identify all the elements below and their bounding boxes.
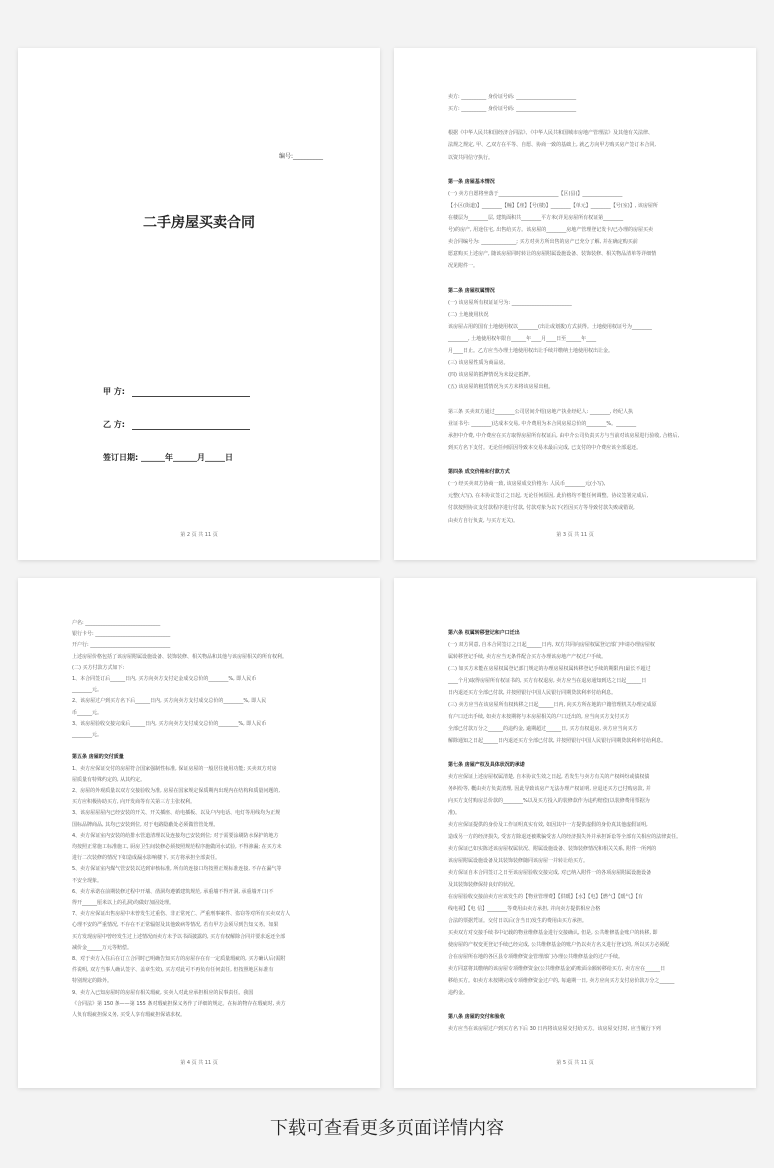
text-line: 号)的房产, 用途住宅, 出售给买方。该房屋的________房地产管理登记发卡/已办理的房屋买卖 (448, 227, 653, 234)
text-line: 6、卖方承诺在前期装修过程中开墙、凿洞均遵循建筑规范, 承重墙不得开洞, 承重墙开口(不 (72, 888, 274, 895)
text-line: 移给买方。如卖方未按期完成专项维修资金过户的, 每逾期一日, 卖方应向买方支付房价款万分之______ (448, 978, 675, 984)
text-line: 合法的票据凭证。交付日以后(含当日)发生的费用由买方承担。 (448, 918, 587, 924)
text-line: 及其装饰装修保持良好的状况。 (448, 882, 519, 888)
party-a-field (103, 386, 250, 397)
text-line: (一) 经买卖双方协商一致, 该房屋成交价格为: 人民币________元(小写), (448, 481, 606, 488)
section-heading: 第六条 权属转移登记和户口迁出 (448, 630, 520, 636)
text-line: (二) 买方付款方式如下: (72, 664, 125, 671)
text-line: 付款按照协议支付款程序进行付款, 付款对象为以下(若因买方等导致付款失败或错误, (448, 505, 635, 512)
text-line: (五) 该房屋的租赁情况为买方未将该房屋出租。 (448, 384, 554, 391)
section-heading: 第八条 房屋的交付和验收 (448, 1014, 505, 1020)
text-line: 卖方同意将其缴纳的该房屋专项维修资金(公共维修基金)的账面余额转移给买方, 卖方应在______日 (448, 966, 666, 972)
text-line: 户名: ______________________________ (72, 620, 161, 626)
text-line: (一) 该房屋所有权证证号为: ________________________ (448, 299, 572, 306)
text-line: 法规之规定, 甲、乙双方在平等、自愿、协商一致的基础上, 就乙方向甲方购买房产签订本合同, (448, 142, 656, 149)
text-line: 向买方支付购房总价款的________%以及买方投入的装修款作为违约赔偿(以装修费用票据为 (448, 798, 650, 804)
text-line: 7、卖方应保证出售房屋中未曾发生过重伤、非正常死亡、严重刑事案件、盗窃等对所有买卖双方人 (72, 911, 291, 918)
text-line: 卖合同编号为: ______________; 买方对卖方所出售的房产已充分了解, 并在确定购买前 (448, 239, 638, 246)
text-line: 特别规定的除外。 (72, 978, 113, 985)
text-line: 8、对于卖方入住后在订立合同时已明确告知买方的房屋存在有一定质量瑕疵的, 买方确认后(需附 (72, 956, 286, 962)
contract-cover-page (18, 48, 380, 560)
text-line: 买卖双方对交接手续书中记载的物业维修基金进行交接确认, 但是, 公共维修基金账户的转移, 即 (448, 930, 658, 936)
text-line: (三) 卖方应当在该房屋所有权转移之日起______日内, 向买方所在地的户籍管理机关办理完成原 (448, 702, 657, 708)
section-heading: 第四条 成交价格和付款方式 (448, 469, 510, 476)
party-b-label: 乙 方: (103, 420, 125, 429)
text-line: 均按照正常施工标准施工, 厨房卫生间装修必须按照规范程序施做闭水试验, 不得渗漏; 在买方未 (72, 844, 282, 850)
text-line: 卖方保证自本合同签订之日至该房屋验收交接完成, 对已纳入附件一的各项房屋附属设施设备 (448, 870, 652, 876)
text-line: 线电视】【电 信】________等费用由卖方承担, 并向卖方提供相应合格 (448, 906, 601, 912)
party-b-field (103, 419, 250, 430)
text-line: (一) 卖方自愿将坐落于________________________【区(县)】________________ (448, 190, 623, 197)
sign-date-field: 签订日期: ______年______月_____日 (103, 453, 233, 462)
text-line: 上述房屋价格包括了该房屋附属设施设备、装饰装修、相关物品和其他与该房屋相关的所有权利。 (72, 653, 288, 660)
page-footer: 第 2 页 共 11 页 (180, 532, 218, 538)
text-line: 由卖方自行负责, 与买方无关)。 (448, 517, 519, 524)
party-a-blank (132, 388, 250, 397)
text-line: 卖方保证已如实陈述该房屋权属状况、附属设施设备、装饰装修情况和相关关系, 附件一所列的 (448, 846, 657, 852)
text-line: (一) 双方同意, 自本合同签订之日起______日内, 双方共同向房屋权属登记部门申请办理房屋权 (448, 642, 655, 648)
text-line: 卖方应当在该房屋过户到买方名下后 30 日内将该房屋交付给买方。该房屋交付时, 应当履行下列 (448, 1026, 661, 1032)
text-line: 买方发现房屋中曾经发生过上述情况而卖方未予以书面披露的, 买方有权解除合同并要求返还全部 (72, 933, 286, 940)
text-line: ____个月)取得房屋所有权证书的, 买方有权退房, 卖方应当在退房通知到达之日起______日 (448, 678, 647, 684)
text-line: 到买方名下支付。无论任何原因导致本交易未最后完成, 已支付的中介费应该全部退还。 (448, 444, 642, 451)
contract-page-5 (394, 578, 756, 1088)
text-line: 不安全现象。 (72, 877, 103, 884)
text-line: 准)。 (448, 810, 460, 816)
party-a-label: 甲 方: (103, 387, 125, 396)
text-line: 减价金______万元等赔偿。 (72, 944, 133, 951)
text-line: (四) 该房屋的抵押情况为未设定抵押。 (448, 372, 534, 379)
text-line: 该房屋占用的国有土地使用权以________(出让或划拨)方式获得。土地使用权证号为________ (448, 323, 652, 330)
text-line: 全部已付款万分之______的违约金, 逾期超过______日, 买方有权退房, 卖方应当向买方 (448, 726, 638, 732)
text-line: 国标品牌商品, 其均已安装到位, 对于电路隐蔽处必须做管管处理。 (72, 821, 219, 828)
text-line: 买方应积极协助买方, 向开发商等有关第三方主张权利。 (72, 799, 196, 806)
text-line: 解除通知之日起______日内退还买方全部已付款, 并按照银行中国人民银行同期贷款利率付给利息。 (448, 738, 667, 744)
text-line: 该房屋附属设施设备及其装饰装修随同该房屋一并转让给买方。 (448, 858, 589, 864)
text-line: 使房屋的产权变更登记手续已经完成, 公共维修基金的账户仍以卖方名义进行登记的, 所以买方必须配 (448, 942, 670, 948)
text-line: 开户行: ________________________________ (72, 642, 171, 649)
text-line: 买方: __________ 身份证号码: ________________________ (448, 106, 577, 113)
text-line: 卖方: __________ 身份证号码: ________________________ (448, 94, 577, 100)
text-line: 业证书号: ________)达成本交易, 中介费用为本合同房屋总价的________%。________ (448, 420, 637, 427)
text-line: 有户口迁出手续, 如卖方未按期将与本房屋相关的户口迁出的, 应当向买方支付买方 (448, 714, 630, 720)
text-line: 进行二次装修的情况下如造成漏水影响楼下, 买方将承担全部责任。 (72, 855, 221, 862)
page-footer: 第 3 页 共 11 页 (556, 532, 594, 538)
text-line: 得开______厘米以上的孔洞)均做好加固处理。 (72, 900, 174, 906)
text-line: 【小区(街道)】________【幢】【座】【号(楼)】________【单元】________【号(室)】, 该房屋所 (448, 202, 658, 209)
text-line: (二) 如买方未能在房屋权属登记部门规定的办理房屋权属转移登记手续的期限内(最长不超过 (448, 666, 651, 672)
text-line: 务纠纷等, 概由卖方负责清理, 因此导致该房产无法办理产权证明, 应退还买方已付购房款, 并 (448, 786, 651, 792)
text-line: 在房屋验收交接前卖方应该发生的【物业管理费】【供暖】【水】【电】【燃气】【暖气】【有 (448, 894, 644, 900)
text-line: 2、房屋的外观质量以双方交接验收为准, 房屋在国家规定保质期内出现内在结构和质量问题的, (72, 788, 280, 794)
text-line: 以资共同信守执行。 (448, 154, 494, 161)
contract-title: 二手房屋买卖合同 (143, 215, 255, 231)
contract-number-label: 编号:__________ (278, 153, 323, 160)
text-line: ________元。 (72, 732, 103, 738)
contract-page-4 (18, 578, 380, 1088)
text-line: (二) 土地使用状况 (448, 311, 489, 318)
text-line: 违约金。 (448, 990, 469, 996)
contract-page-3 (394, 48, 756, 560)
section-heading: 第七条 房屋产权及具体状况的承诺 (448, 762, 525, 768)
text-line: 3、该房屋验收交接完成后______日内, 买方向卖方支付成交总价的________%, 即人民币 (72, 720, 267, 727)
party-b-blank (132, 421, 250, 430)
text-line: 人负有瑕疵担保义务, 买受人享有瑕疵担保请求权。 (72, 1012, 186, 1018)
text-line: 卖方应保证上述房屋权属清楚, 自本协议生效之日起, 若发生与卖方有关的产权纠纷或债权债 (448, 774, 650, 780)
section-heading: 第二条 房屋权属情况 (448, 287, 495, 294)
page-footer: 第 4 页 共 11 页 (180, 1060, 218, 1066)
text-line: 属转移登记手续, 卖方应当无条件配合买方办理该房地产产权过户手续。 (448, 654, 607, 660)
text-line: 币______元。 (72, 709, 103, 716)
text-line: 3、该房屋屋屋内已经安装的开关、开关插座、给电插板、以及户内电话、电灯等用线均为正规 (72, 810, 281, 817)
text-line: 屋质量有特殊约定的, 从其约定。 (72, 776, 146, 783)
section-heading: 第五条 房屋的交付质量 (72, 754, 124, 761)
text-line: 承担中介费, 中介费应在买方取得房屋所有权证后, 由中介公司负责买方与当前对该房屋进行验收, 合格后, (448, 432, 680, 439)
text-line: ________元。 (72, 687, 103, 694)
text-line: 心理不安的严重情况, 不存在不正常辐射及其他致病等情况, 若有甲方会须尽到告知义务。如果 (72, 922, 279, 929)
text-line: 造成另一方的经济损失, 受害方除退还被欺骗受害人的经济损失外并承担诉讼等全部有关相应的法律责任。 (448, 834, 682, 840)
text-line: 1、本合同签订后______日内, 买方向卖方支付定金成交总价的________%, 即人民币 (72, 676, 257, 682)
text-line: 2、该房屋过户到买方名下后______日内, 买方向卖方支付成交总价的________%, 即人民 (72, 698, 267, 705)
text-line: 愿意购买上述房产, 随该房屋同时转让的房屋附属设施设备、装饰装修、相关物品清单等详细情 (448, 251, 657, 258)
section-heading: 第一条 房屋基本情况 (448, 178, 495, 185)
text-line: 4、卖方保证室内安装的给排水管道清理以及连接均已安装到位; 对于需要涂刷防水保护的地方 (72, 832, 279, 839)
text-line: 元整(大写), 在本协议签订之日起, 无论任何原因, 此价格均不能任何调整。协议签署完成后, (448, 493, 649, 500)
text-line: 第三条 买卖双方通过________公司居间介绍(房地产执业经纪人: ________, 经纪人执 (448, 408, 633, 415)
page-footer: 第 5 页 共 11 页 (556, 1060, 594, 1066)
text-line: 9、卖方入已知房屋时的房屋有相关瑕疵, 实卖人对此应承担相应的民事责任。我国 (72, 989, 254, 996)
text-line: 5、卖方保证室内煤气管安装以达到审核标准, 所有的连接口均按照正规标准连接, 不存在漏气等 (72, 866, 282, 873)
text-line: 日内退还买方全部已付款, 并按照银行中国人民银行同期贷款利率付给利息。 (448, 690, 617, 696)
text-line: 件说明, 双方当事人确认签字、盖章生效), 买方对此可不再负有任何责任, 但按照地区标准有 (72, 967, 274, 974)
text-line: 银行卡号: ______________________________ (72, 631, 171, 638)
text-line: 《合同法》第 150 条——第 155 条对瑕疵担保义务作了详细的规定。在标的物存在瑕疵时, 卖方 (72, 1000, 286, 1007)
download-caption: 下载可查看更多页面详情内容 (270, 1118, 504, 1139)
text-line: 1、卖方应保证交付的房屋符合国家强制性标准, 保证房屋的一般居住使用功能; 买卖双方对房 (72, 765, 277, 772)
text-line: 卖方应保证提供的身份及工作证明真实有效, 如因其中一方提供虚假的身份真其他虚假证明, (448, 822, 648, 828)
text-line: ________, 土地使用权年限自______年____月____日至______年____ (448, 336, 597, 342)
text-line: 在楼层为________层, 建筑面积共________平方米(详见房屋所有权证第________ (448, 215, 624, 221)
text-line: (三) 该房屋性质为商品房。 (448, 360, 509, 367)
text-line: 月____日止。乙方应当办理土地使用权出让手续并缴纳土地使用权出让金。 (448, 348, 614, 355)
text-line: 根据《中华人民共和国经济合同法》、《中华人民共和国城市房地产管理法》及其他有关法律、 (448, 130, 654, 137)
text-line: 合在房屋所在地的各区县专项维修资金管理部门办理公共维修基金的过户手续。 (448, 954, 624, 960)
text-line: 况见附件一。 (448, 263, 479, 270)
